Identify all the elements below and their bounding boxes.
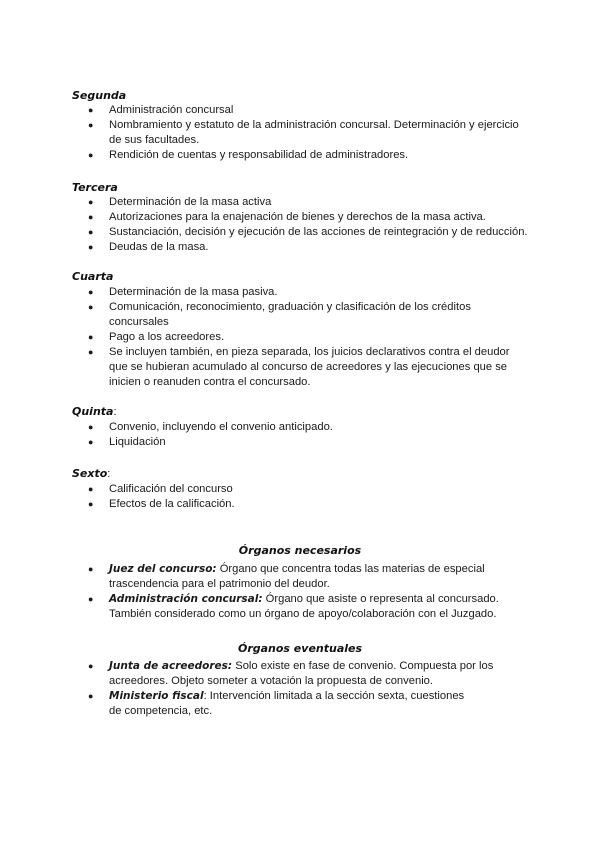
bullet-icon: ● — [88, 227, 94, 237]
bullet-icon: ● — [88, 212, 94, 222]
organos-necesarios-heading: Órganos necesarios — [238, 544, 362, 557]
list-item: ● Junta de acreedores: Solo existe en fase de convenio. Compuesta por los acreedores. Objeto someter a votación la propuesta de convenio. — [88, 660, 494, 687]
list-item: ● Liquidación — [88, 436, 166, 448]
bullet-icon: ● — [88, 661, 94, 671]
organos-eventuales-list — [0, 659, 509, 719]
bullet-icon: ● — [88, 564, 94, 574]
bullet-icon: ● — [88, 287, 94, 297]
list-item: ● Comunicación, reconocimiento, graduación y clasificación de los créditos concursales — [88, 301, 471, 328]
cuarta-list — [0, 285, 529, 390]
bullet-icon: ● — [88, 594, 94, 604]
list-item: ● Administración concursal: Órgano que asiste o representa al concursado. También considerado como un órgano de apoyo/colaboración con el Juzgado. — [88, 593, 499, 620]
bullet-icon: ● — [88, 437, 94, 447]
list-item: ● Autorizaciones para la enajenación de bienes y derechos de la masa activa. — [88, 211, 486, 223]
bullet-icon: ● — [88, 105, 94, 115]
list-item: ● Calificación del concurso — [88, 483, 233, 495]
bullet-icon: ● — [88, 347, 94, 357]
section-title-segunda: Segunda — [72, 89, 127, 102]
bullet-icon: ● — [88, 197, 94, 207]
section-title-sexto: Sexto: — [72, 467, 111, 480]
list-item: ● Juez del concurso: Órgano que concentra todas las materias de especial trascendencia para el patrimonio del deudor. — [88, 563, 485, 590]
list-item: ● Se incluyen también, en pieza separada, los juicios declarativos contra el deudor que se hubieran acumulado al concurso de acreedores y las ejecuciones que se inicien o reanuden contra el concursado. — [88, 346, 510, 388]
bullet-icon: ● — [88, 422, 94, 432]
segunda-list — [0, 103, 529, 163]
list-item: ● Deudas de la masa. — [88, 241, 209, 253]
list-item: ● Efectos de la calificación. — [88, 498, 235, 510]
list-item: ● Determinación de la masa pasiva. — [88, 286, 278, 298]
list-item: ● Sustanciación, decisión y ejecución de las acciones de reintegración y de reducción. — [88, 226, 528, 238]
tercera-list — [0, 195, 529, 255]
bullet-icon: ● — [88, 484, 94, 494]
bullet-icon: ● — [88, 332, 94, 342]
list-item: ● Administración concursal — [88, 104, 234, 116]
bullet-icon: ● — [88, 150, 94, 160]
list-item: ● Convenio, incluyendo el convenio anticipado. — [88, 421, 333, 433]
section-title-cuarta: Cuarta — [72, 270, 114, 283]
list-item: ● Pago a los acreedores. — [88, 331, 225, 343]
list-item: ● Nombramiento y estatuto de la administración concursal. Determinación y ejercicio de sus facultades. — [88, 119, 519, 146]
organos-necesarios-list — [0, 562, 529, 622]
bullet-icon: ● — [88, 302, 94, 312]
list-item: ● Ministerio fiscal: Intervención limitada a la sección sexta, cuestiones de competencia, etc. — [88, 690, 465, 717]
list-item: ● Determinación de la masa activa — [88, 196, 272, 208]
bullet-icon: ● — [88, 499, 94, 509]
bullet-icon: ● — [88, 691, 94, 701]
bullet-icon: ● — [88, 242, 94, 252]
bullet-icon: ● — [88, 120, 94, 130]
quinta-list — [0, 420, 529, 450]
organos-eventuales-heading: Órganos eventuales — [237, 642, 363, 655]
list-item: ● Rendición de cuentas y responsabilidad de administradores. — [88, 149, 409, 161]
section-title-quinta: Quinta: — [72, 405, 117, 418]
sexto-list — [0, 482, 529, 512]
section-title-tercera: Tercera — [72, 181, 118, 194]
